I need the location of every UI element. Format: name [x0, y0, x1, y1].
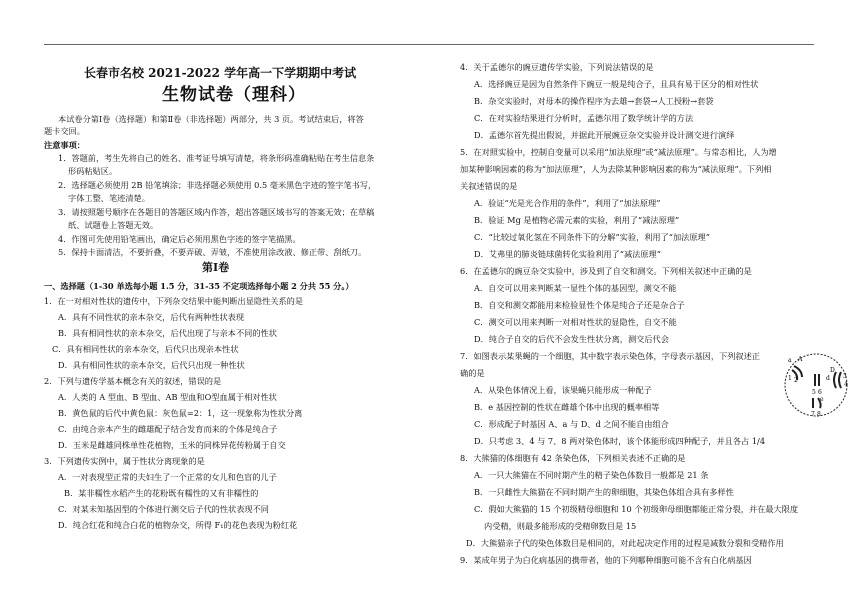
exam-title: 长春市名校 2021-2022 学年高一下学期期中考试	[84, 66, 357, 80]
exam-subtitle: 生物试卷（理科）	[162, 85, 306, 105]
option-line: B．验证 Mg 是植物必需元素的实验，利用了“减法原理”	[474, 215, 680, 225]
gene-label: a	[788, 357, 792, 364]
part-title: 第Ⅰ卷	[202, 261, 230, 274]
option-line: C．对某未知基因型的个体进行测交后子代的性状表现不同	[58, 504, 269, 514]
intro-line: 本试卷分第Ⅰ卷（选择题）和第Ⅱ卷（非选择题）两部分，共 3 页。考试结束后，将答	[58, 114, 364, 124]
note-line: 字体工整、笔迹清楚。	[68, 193, 150, 203]
option-line: D．纯合子自交的后代不会发生性状分离，测交后代会	[474, 334, 669, 344]
fruit-fly-cell-figure	[780, 350, 852, 420]
option-line: D．孟德尔首先提出假说，并据此开展豌豆杂交实验并设计测交进行演绎	[474, 130, 735, 140]
option-line: A．自交可以用来判断某一显性个体的基因型，测交不能	[474, 283, 677, 293]
section-title: 一、选择题（1-30 单选每小题 1.5 分，31-35 不定项选择每小题 2 分共 55 分。）	[44, 281, 354, 291]
gene-label: d	[826, 375, 830, 382]
question-line: 2．下列与遗传学基本概念有关的叙述，错误的是	[44, 376, 222, 386]
chromosome-label: 7	[811, 411, 815, 418]
cell-diagram	[780, 350, 852, 420]
option-line: C．假如大熊猫的 15 个初级精母细胞和 10 个初级卵母细胞都能正常分裂，并在最大限度	[474, 504, 799, 514]
notes-title: 注意事项：	[44, 140, 85, 150]
option-line: A．具有不同性状的亲本杂交，后代有两种性状表现	[58, 312, 245, 322]
question-line: 1．在一对相对性状的遗传中，下列杂交结果中能判断出显隐性关系的是	[44, 296, 304, 306]
option-line: B．e 基因控制的性状在雌雄个体中出现的概率相等	[474, 402, 660, 412]
option-line: 内受精，则最多能形成的受精卵数目是 15	[484, 521, 637, 531]
question-line: 4．关于孟德尔的豌豆遗传学实验，下列说法错误的是	[460, 62, 654, 72]
option-line: C．测交可以用来判断一对相对性状的显隐性，自交不能	[474, 317, 677, 327]
question-line: 8．大熊猫的体细胞有 42 条染色体，下列相关表述不正确的是	[460, 453, 686, 463]
note-line: 形码粘贴区。	[68, 166, 118, 176]
option-line: C．在对实验结果进行分析时，孟德尔用了数学统计学的方法	[474, 113, 694, 123]
question-line: 3．下列遗传实例中，属于性状分离现象的是	[44, 456, 205, 466]
intro-line: 题卡交回。	[44, 126, 85, 136]
option-line: D．大熊猫亲子代的染色体数目是相同的，对此起决定作用的过程是减数分裂和受精作用	[466, 538, 784, 548]
gene-label: D	[830, 367, 835, 374]
question-line: 7．如图表示某果蝇的一个细胞，其中数字表示染色体，字母表示基因，下列叙述正	[460, 351, 760, 361]
option-line: C．具有相同性状的亲本杂交，后代只出现亲本性状	[52, 344, 239, 354]
option-line: C．“比较过氧化氢在不同条件下的分解”实验，利用了“加法原理”	[474, 232, 710, 242]
option-line: D．纯合红花和纯合白花的植物杂交，所得 F₁的花色表现为粉红花	[58, 520, 298, 530]
question-line: 加某种影响因素的称为“加法原理”，人为去除某种影响因素的称为“减法原理”。下列相	[460, 164, 772, 174]
option-line: B．一只雌性大熊猫在不同时期产生的卵细胞，其染色体组合具有多样性	[474, 487, 734, 497]
option-line: A．选择豌豆是因为自然条件下豌豆一般是纯合子，且具有易于区分的相对性状	[474, 79, 759, 89]
note-line: 纸、试题卷上答题无效。	[68, 220, 159, 230]
option-line: A．一只大熊猫在不同时期产生的精子染色体数目一般都是 21 条	[474, 470, 709, 480]
chromosome-label: 3	[843, 373, 847, 380]
option-line: D．玉米是雌雄同株单性花植物，玉米的同株异花传粉属于自交	[58, 440, 286, 450]
question-line: 5．在对照实验中，控制自变量可以采用“加法原理”或“减法原理”。与常态相比，人为增	[460, 147, 777, 157]
note-line: 2．选择题必须使用 2B 铅笔填涂；非选择题必须使用 0.5 毫米黑色字迹的签字笔书写，	[58, 180, 377, 190]
header-rule	[44, 44, 814, 45]
option-line: C．由纯合亲本产生的雌雄配子结合发育而来的个体是纯合子	[58, 424, 278, 434]
option-line: D．艾弗里的肺炎链球菌转化实验利用了“减法原理”	[474, 249, 661, 259]
option-line: B．黄色鼠的后代中黄色鼠：灰色鼠=2：1，这一现象称为性状分离	[58, 408, 303, 418]
note-line: 4．作图可先使用铅笔画出，确定后必须用黑色字迹的签字笔描黑。	[58, 234, 301, 244]
chromosome-label: 8	[817, 411, 821, 418]
option-line: A．从染色体情况上看，该果蝇只能形成一种配子	[474, 385, 652, 395]
gene-label: A	[798, 356, 803, 363]
note-line: 1．答题前，考生先将自己的姓名、准考证号填写清楚，将条形码准确粘贴在考生信息条	[58, 153, 375, 163]
question-line: 6．在孟德尔的豌豆杂交实验中，涉及到了自交和测交。下列相关叙述中正确的是	[460, 266, 752, 276]
option-line: D．具有相同性状的亲本杂交，后代只出现一种性状	[58, 360, 245, 370]
option-line: A．验证“光是光合作用的条件”，利用了“加法原理”	[474, 198, 661, 208]
option-line: A．一对表现型正常的夫妇生了一个正常的女儿和色盲的儿子	[58, 472, 277, 482]
chromosome-label: 6	[818, 389, 822, 396]
note-line: 5．保持卡面清洁，不要折叠，不要弄破、弄皱，不准使用涂改液、修正带、刮纸刀。	[58, 247, 367, 257]
gene-label: e	[820, 396, 824, 403]
chromosome-label: 4	[844, 381, 848, 388]
chromosome-label: 1	[788, 375, 792, 382]
note-line: 3．请按照题号顺序在各题目的答题区域内作答，超出答题区域书写的答案无效；在草稿	[58, 207, 375, 217]
question-line: 确的是	[460, 368, 485, 378]
option-line: D．只考虑 3、4 与 7、8 两对染色体时，该个体能形成四种配子，并且各占 1/4	[474, 436, 766, 446]
option-line: C．形成配子时基因 A、a 与 D、d 之间不能自由组合	[474, 419, 669, 429]
option-line: B．具有相同性状的亲本杂交，后代出现了与亲本不同的性状	[58, 328, 277, 338]
question-line: 9．某成年男子为白化病基因的携带者，他的下列哪种细胞可能不含有白化病基因	[460, 555, 752, 565]
chromosome-label: 2	[794, 377, 798, 384]
option-line: B．自交和测交都能用来检验显性个体是纯合子还是杂合子	[474, 300, 685, 310]
option-line: B．某非糯性水稻产生的花粉既有糯性的又有非糯性的	[64, 488, 259, 498]
question-line: 关叙述错误的是	[460, 181, 518, 191]
chromosome-label: 5	[812, 389, 816, 396]
option-line: B．杂交实验时，对母本的操作程序为去雄→套袋→人工授粉→套袋	[474, 96, 714, 106]
option-line: A．人类的 A 型血、B 型血、AB 型血和O型血属于相对性状	[58, 392, 277, 402]
